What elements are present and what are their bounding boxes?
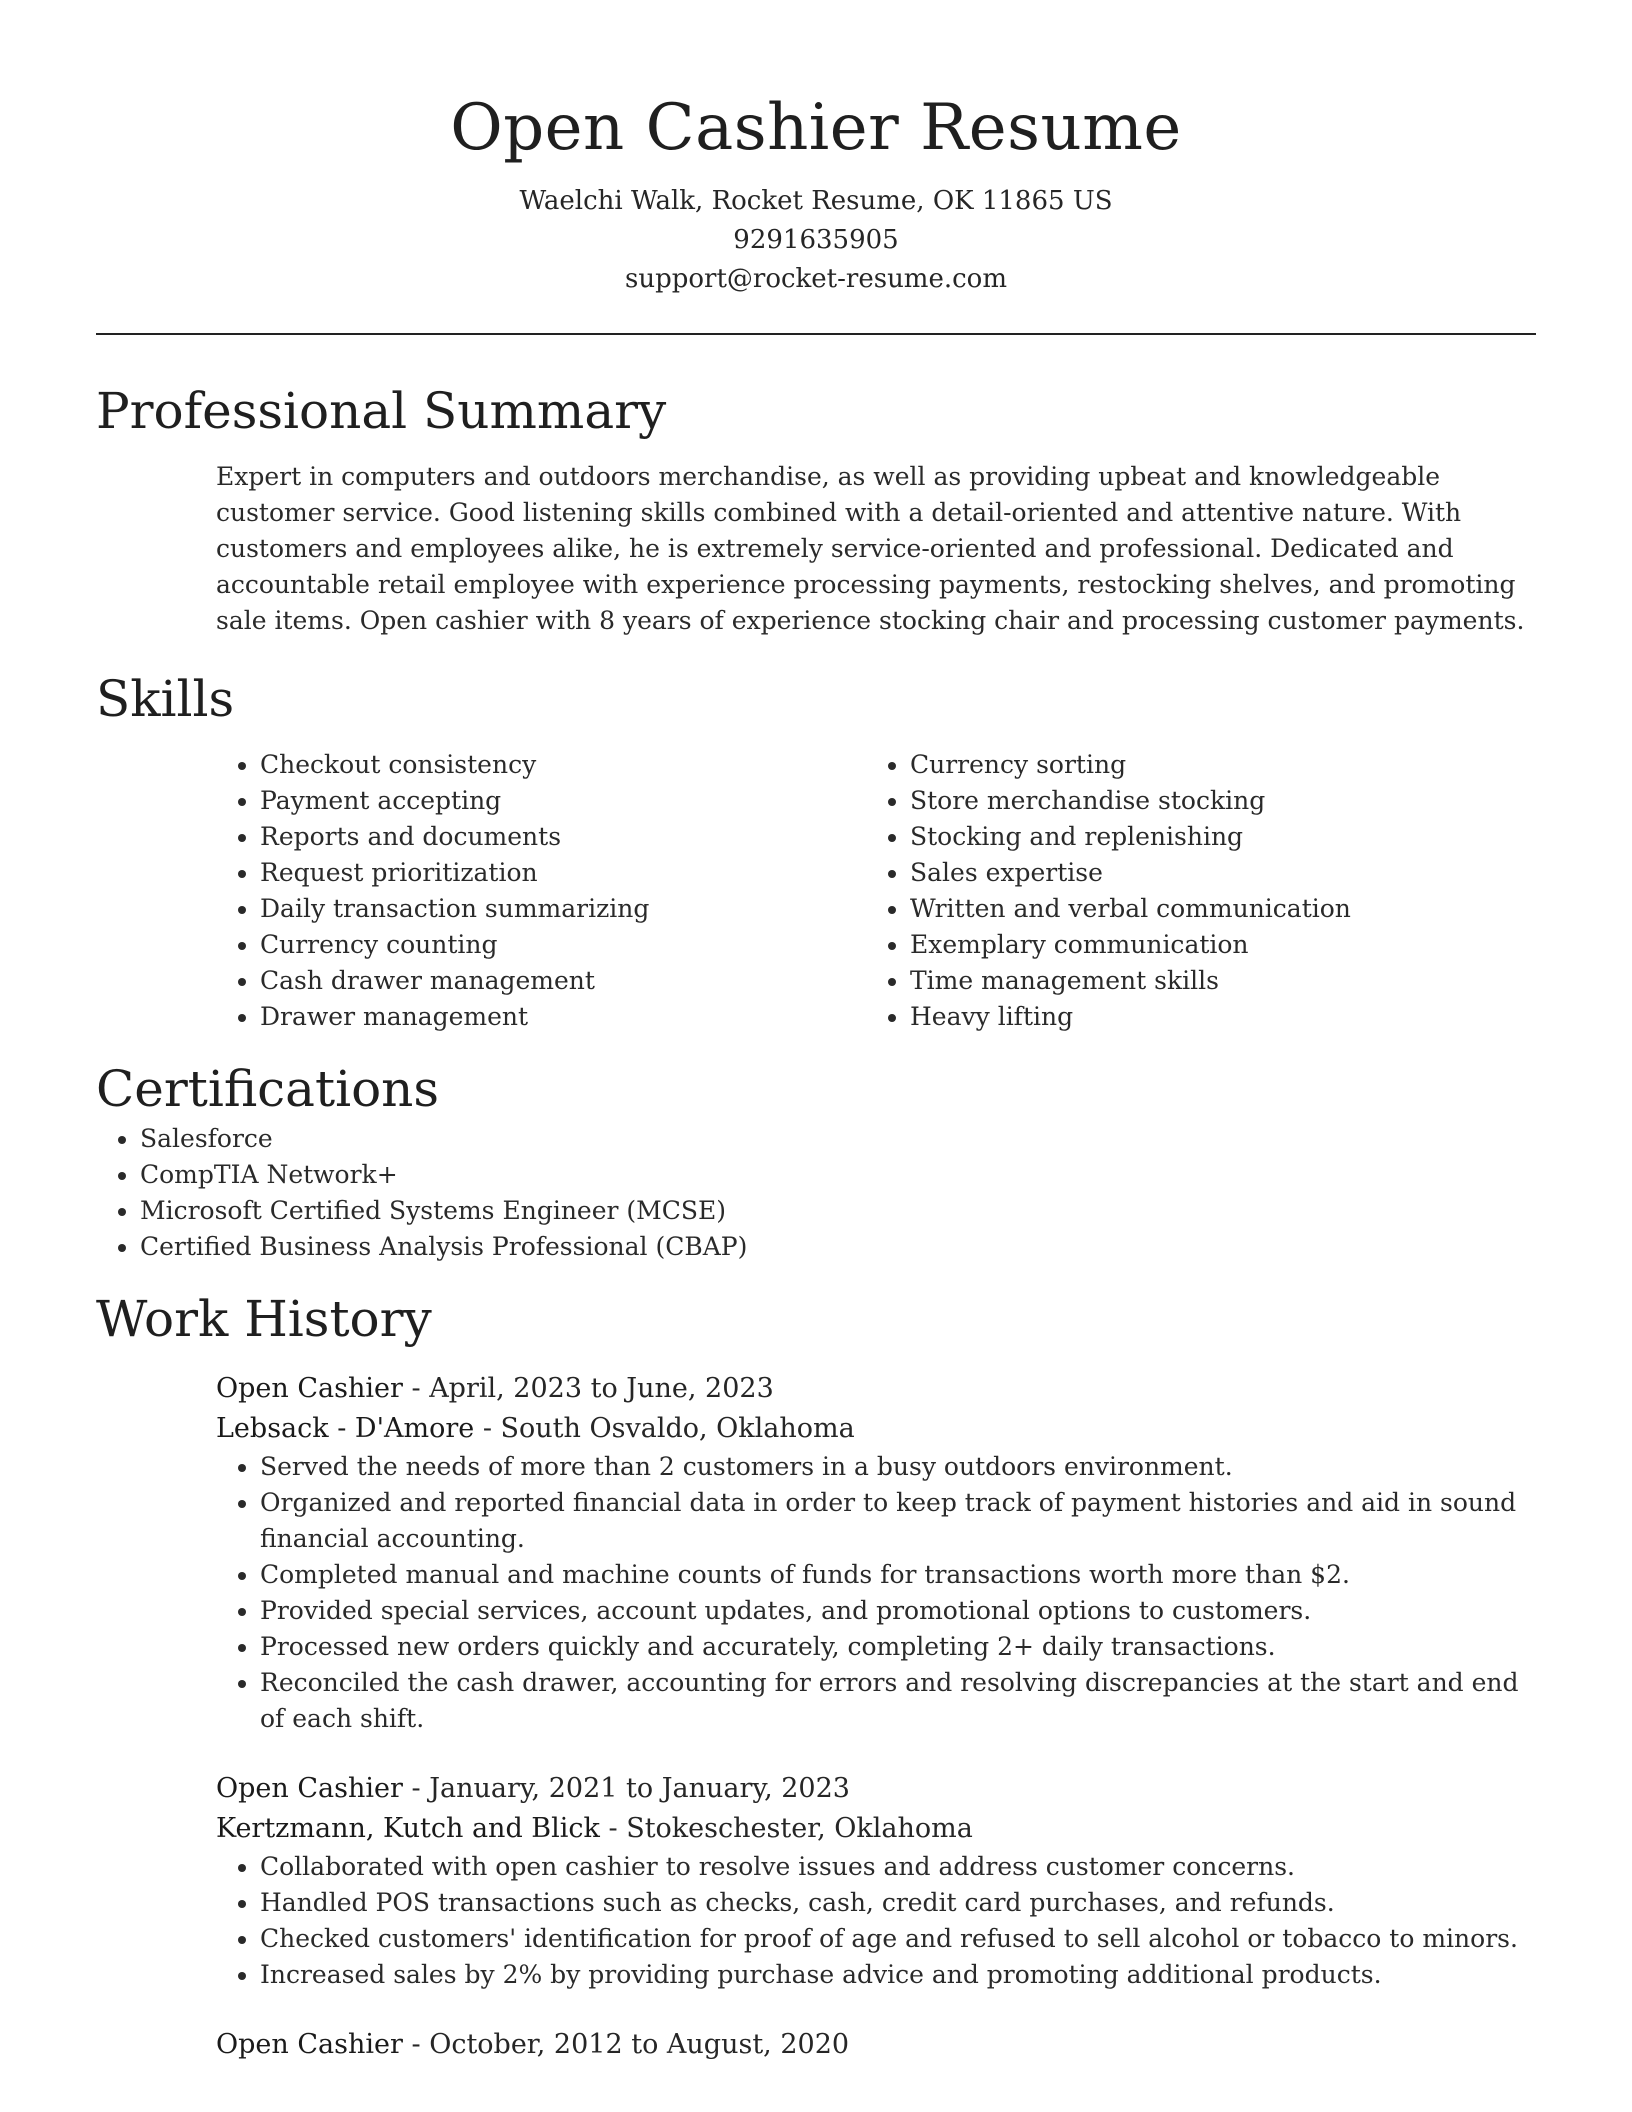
separator: - [402, 1773, 430, 1804]
skill-item: • Request prioritization [260, 855, 866, 891]
job-bullet: • Collaborated with open cashier to resolve issues and address customer concerns. [260, 1849, 1536, 1885]
job-bullet-list [216, 1849, 1536, 1993]
skill-item: • Payment accepting [260, 783, 866, 819]
skills-section [96, 667, 1536, 1035]
resume-page [96, 0, 1536, 2065]
job-bullet: • Increased sales by 2% by providing purchase advice and promoting additional products. [260, 1957, 1536, 1993]
skill-item: • Stocking and replenishing [910, 819, 1516, 855]
skill-item: • Checkout consistency [260, 747, 866, 783]
contact-address: Waelchi Walk, Rocket Resume, OK 11865 US [519, 186, 1113, 216]
certifications-heading: Certifications [96, 1060, 440, 1118]
job-entry [216, 1769, 1536, 1993]
job-title-line [216, 1369, 1536, 1409]
skill-item: • Daily transaction summarizing [260, 891, 866, 927]
job-dates: October, 2012 to August, 2020 [429, 2029, 850, 2060]
job-entry [216, 2025, 1536, 2065]
skill-item: • Store merchandise stocking [910, 783, 1516, 819]
skill-item: • Currency counting [260, 927, 866, 963]
resume-header [96, 0, 1536, 299]
job-location: South Osvaldo, Oklahoma [500, 1413, 855, 1444]
skill-item: • Written and verbal communication [910, 891, 1516, 927]
skills-column-right [866, 747, 1516, 1035]
job-bullet: • Reconciled the cash drawer, accounting for errors and resolving discrepancies at the start and end of each shift. [260, 1665, 1536, 1737]
job-entry [216, 1369, 1536, 1737]
job-bullet: • Organized and reported financial data in order to keep track of payment histories and aid in sound financial accounting. [260, 1485, 1536, 1557]
skills-heading: Skills [96, 670, 235, 728]
certification-item: • Certified Business Analysis Professional (CBAP) [140, 1229, 1536, 1265]
job-bullet-list [216, 1449, 1536, 1737]
job-company: Lebsack - D'Amore [216, 1413, 475, 1444]
skill-item: • Cash drawer management [260, 963, 866, 999]
job-company: Kertzmann, Kutch and Blick [216, 1813, 600, 1844]
skills-grid [216, 747, 1536, 1035]
job-title-line [216, 1769, 1536, 1809]
job-company-line [216, 1409, 1536, 1449]
job-title: Open Cashier [216, 2029, 403, 2060]
separator: - [599, 1813, 627, 1844]
separator: - [474, 1413, 501, 1444]
skill-item: • Drawer management [260, 999, 866, 1035]
skill-item: • Reports and documents [260, 819, 866, 855]
job-bullet: • Served the needs of more than 2 customers in a busy outdoors environment. [260, 1449, 1536, 1485]
header-divider [96, 333, 1536, 335]
contact-phone: 9291635905 [733, 225, 899, 255]
job-location: Stokeschester, Oklahoma [626, 1813, 973, 1844]
certification-item: • Salesforce [140, 1121, 1536, 1157]
job-company-line [216, 1809, 1536, 1849]
separator: - [402, 1373, 430, 1404]
separator: - [402, 2029, 430, 2060]
work-history-section [96, 1287, 1536, 2065]
job-dates: January, 2021 to January, 2023 [429, 1773, 850, 1804]
certification-item: • Microsoft Certified Systems Engineer (MCSE) [140, 1193, 1536, 1229]
skill-item: • Time management skills [910, 963, 1516, 999]
contact-email: support@rocket-resume.com [624, 264, 1007, 294]
summary-section [96, 379, 1536, 639]
skill-item: • Currency sorting [910, 747, 1516, 783]
job-title-line [216, 2025, 1536, 2065]
work-history-heading: Work History [96, 1290, 432, 1348]
skill-item: • Sales expertise [910, 855, 1516, 891]
job-bullet: • Completed manual and machine counts of funds for transactions worth more than $2. [260, 1557, 1536, 1593]
certifications-list [96, 1121, 1536, 1265]
job-bullet: • Handled POS transactions such as checks, cash, credit card purchases, and refunds. [260, 1885, 1536, 1921]
summary-heading: Professional Summary [96, 382, 667, 440]
job-bullet: • Processed new orders quickly and accurately, completing 2+ daily transactions. [260, 1629, 1536, 1665]
job-title: Open Cashier [216, 1373, 403, 1404]
contact-block [96, 182, 1536, 299]
skills-column-left [216, 747, 866, 1035]
job-bullet: • Provided special services, account updates, and promotional options to customers. [260, 1593, 1536, 1629]
summary-text: Expert in computers and outdoors merchandise, as well as providing upbeat and knowledgeable customer service. Good listening skills combined with a detail-oriented and attentive nature. With customers and employees alike, he is extremely service-oriented and professional. Dedicated and accountable retail employee with experience processing payments, restocking shelves, and promoting sale items. Open cashier with 8 years of experience stocking chair and processing customer payments. [216, 462, 1525, 635]
job-title: Open Cashier [216, 1773, 403, 1804]
job-dates: April, 2023 to June, 2023 [429, 1373, 774, 1404]
job-bullet: • Checked customers' identification for proof of age and refused to sell alcohol or tobacco to minors. [260, 1921, 1536, 1957]
certifications-section [96, 1057, 1536, 1265]
skill-item: • Exemplary communication [910, 927, 1516, 963]
resume-title: Open Cashier Resume [450, 91, 1182, 165]
skill-item: • Heavy lifting [910, 999, 1516, 1035]
certification-item: • CompTIA Network+ [140, 1157, 1536, 1193]
